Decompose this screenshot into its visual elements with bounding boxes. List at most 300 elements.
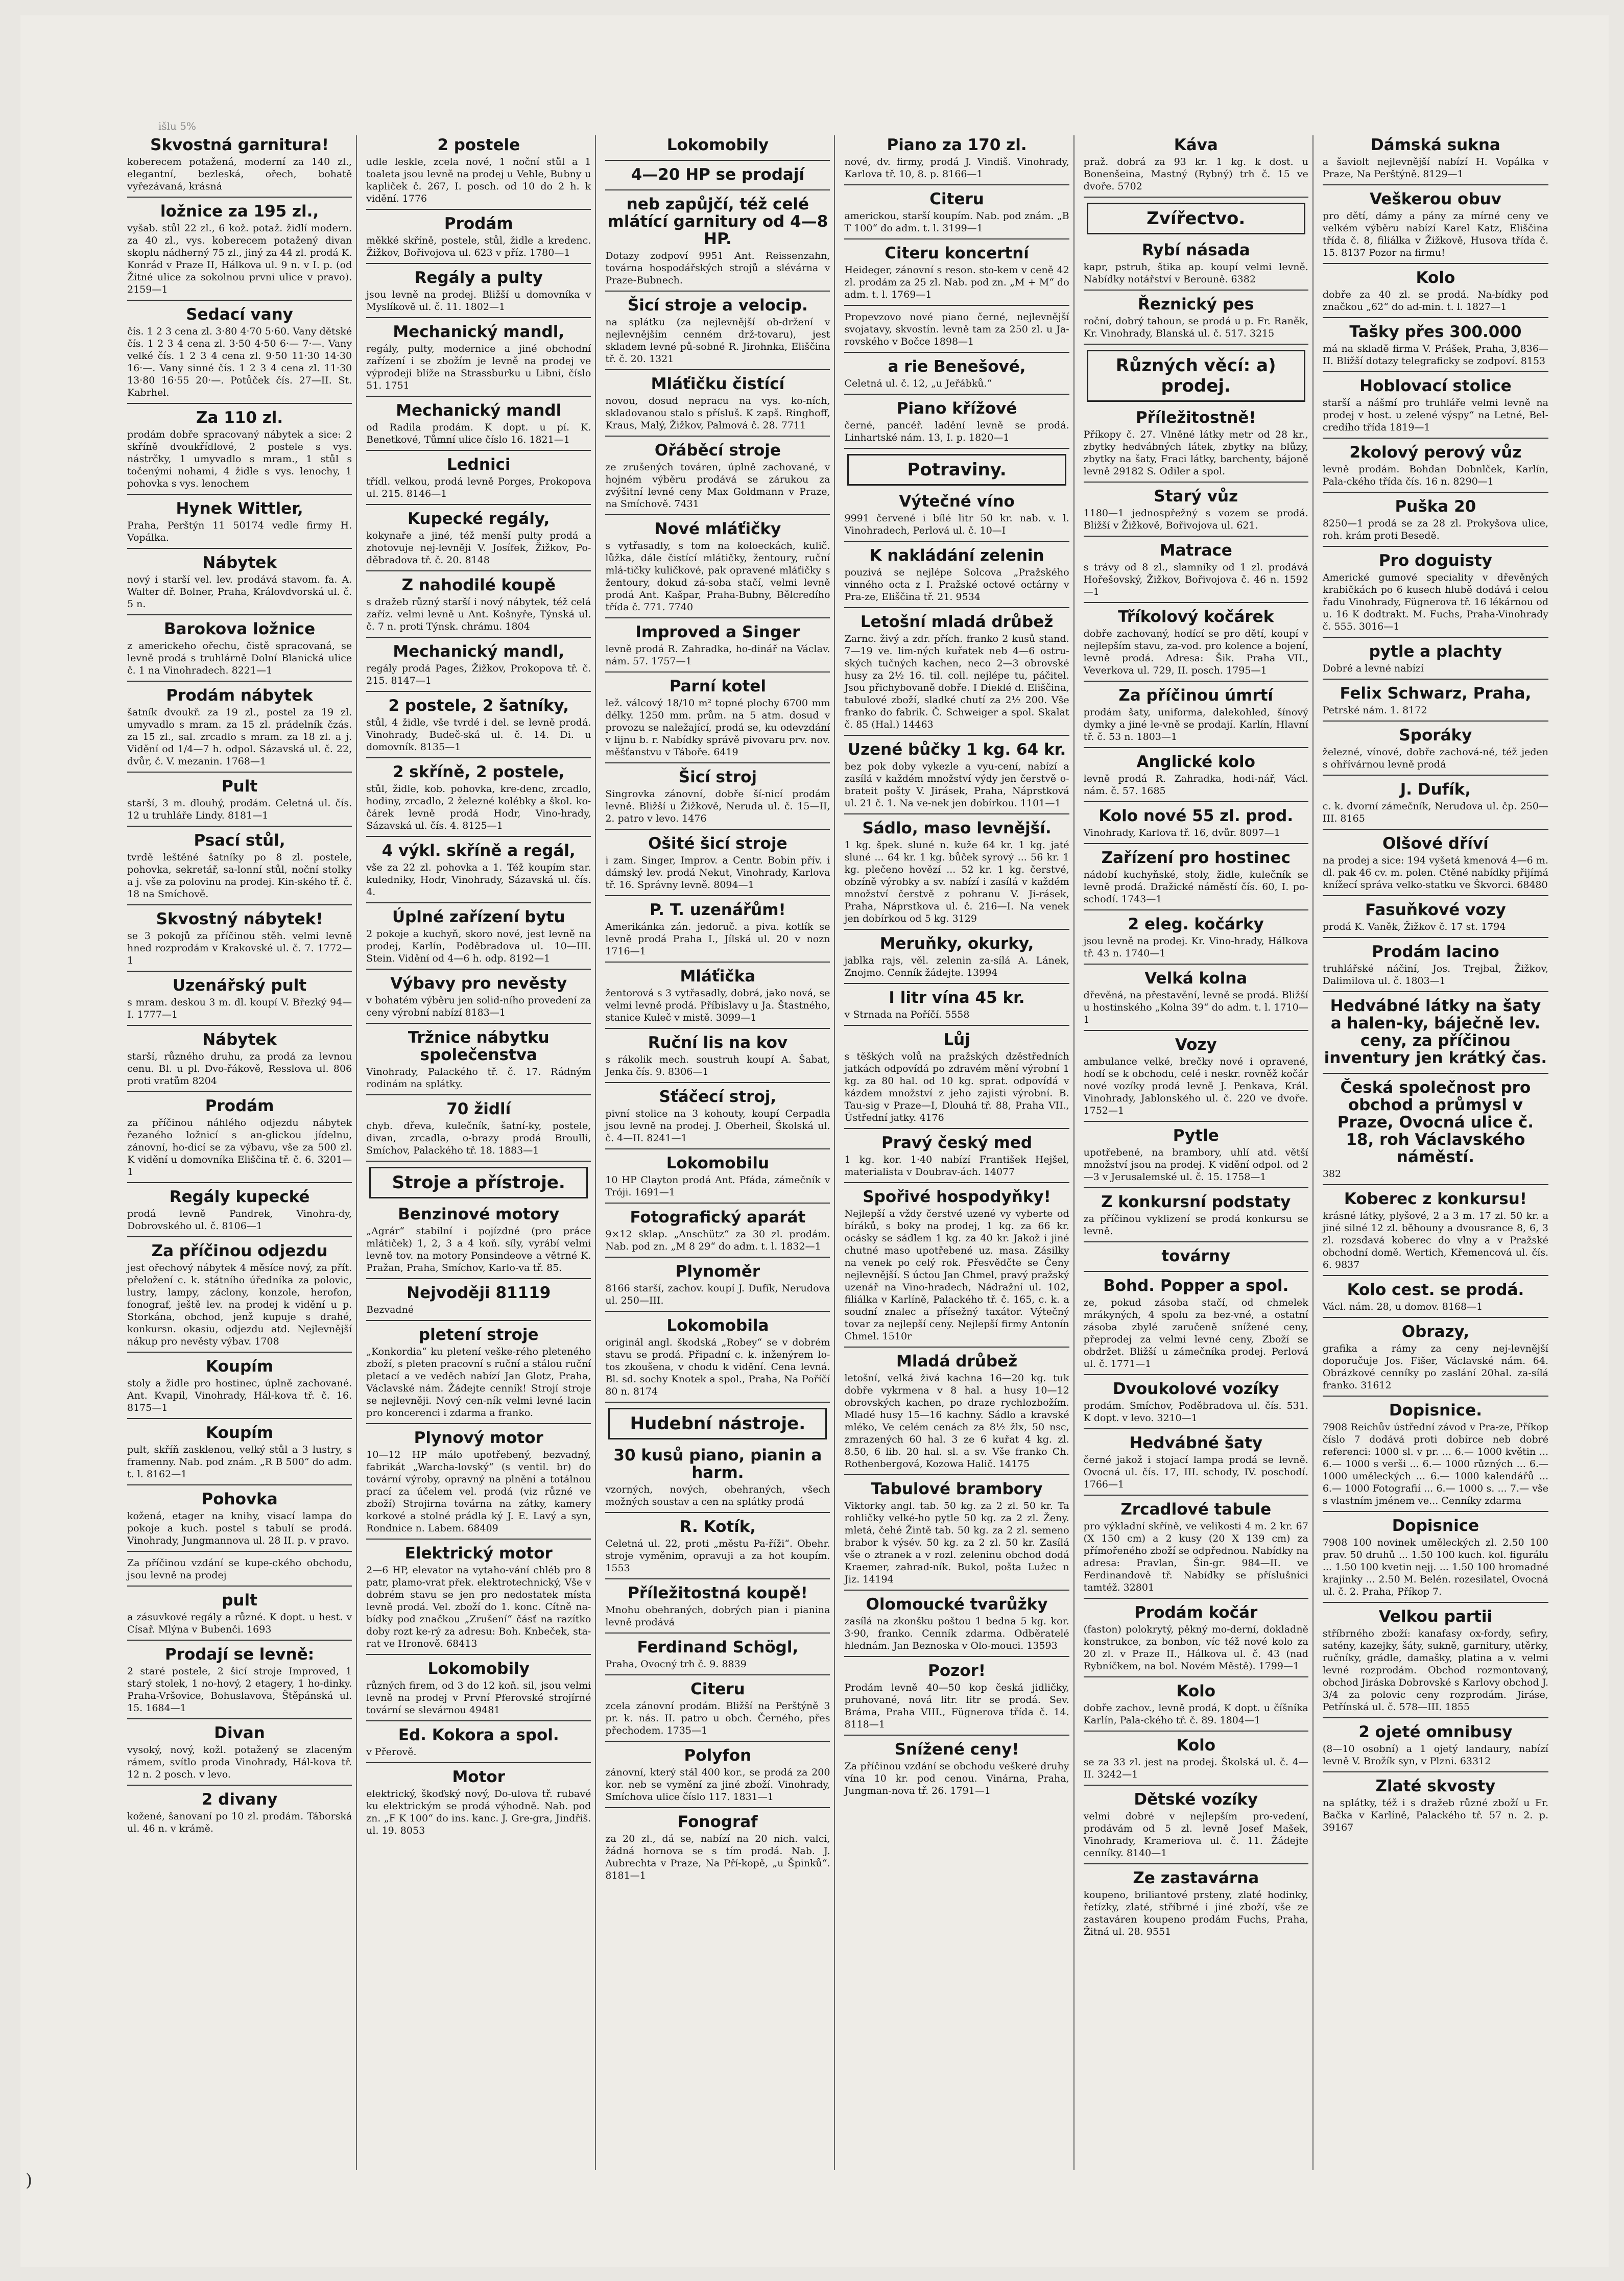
classified-ad	[127, 1791, 352, 1839]
classified-ad	[1084, 1737, 1308, 1786]
ad-headline: Nábytek	[202, 554, 277, 572]
classified-ad	[127, 500, 352, 549]
classified-ad	[1323, 1190, 1548, 1276]
ad-body: kokynaře a jiné, též menší pulty prodá a zhotovuje nej-levněji V. Josífek, Žižkov, Po-děbradova tř. č. 20. 8148	[366, 530, 591, 566]
ad-body: 8250—1 prodá se za 28 zl. Prokyšova ulice, roh. krám proti Besedě.	[1322, 518, 1548, 541]
ad-headline: Příležitostně!	[1135, 409, 1256, 427]
classified-ad	[1084, 296, 1308, 345]
ad-headline: Velkou partii	[1378, 1607, 1493, 1626]
ad-headline: Vozy	[1175, 1036, 1217, 1054]
ad-headline: Motor	[452, 1768, 506, 1786]
classified-ad	[1084, 1277, 1308, 1375]
classified-ad	[844, 400, 1069, 449]
ad-body: Příkopy č. 27. Vlněné látky metr od 28 kr., zbytky hedvábných látek, zbytky na blůzy, zbytky na šaty, Fraci látky, barchenty, bájoně levně 29182 S. Odiler a spol.	[1083, 429, 1308, 477]
ad-headline: Úplné zařízení bytu	[392, 908, 565, 926]
ad-headline: Sťáčecí stroj,	[659, 1088, 777, 1106]
ad-headline: Fotografický aparát	[630, 1208, 806, 1227]
ad-body: měkké skříně, postele, stůl, židle a kredenc. Žižkov, Bořivojova ul. 623 v příz. 1780—1	[366, 235, 591, 258]
classified-ad	[366, 1545, 591, 1655]
ad-body: 1 kg. kor. 1·40 nabízí František Hejšel, materialista v Doubrav-ách. 14077	[844, 1154, 1069, 1178]
ad-body: prodám šaty, uniforma, dalekohled, šínový dymky a jiné le-vně se prodají. Karlín, Hlavní tř. č. 53 n. 1803—1	[1083, 707, 1308, 742]
ad-body: a zásuvkové regály a různé. K dopt. u hest. v Císař. Mlýna v Bubenči. 1693	[127, 1612, 352, 1635]
ad-headline: Citeru	[690, 1680, 745, 1698]
classified-ad	[844, 1188, 1069, 1348]
ad-headline: Citeru	[929, 190, 984, 208]
classified-ad	[1323, 444, 1548, 493]
ad-body: Amerikánka zán. jedoruč. a piva. kotlík se levně prodá Praha I., Jílská ul. 20 v nozn 1716—1	[605, 921, 830, 957]
ad-body: Singrovka zánovní, dobře ší-nicí prodám levně. Bližší u Žižkově, Neruda ul. č. 15—II, 2. patro v levo. 1476	[605, 788, 830, 824]
ad-headline: Kupecké regály,	[408, 510, 550, 528]
ad-headline: Za příčinou odjezdu	[151, 1242, 328, 1260]
ad-body: dobře zachov., levně prodá, K dopt. u číšníka Karlín, Pala-ckého tř. č. 89. 1804—1	[1083, 1702, 1308, 1726]
classified-ad	[127, 1491, 352, 1552]
classified-ad	[844, 1596, 1069, 1657]
ad-body: elektrický, škoďský nový, Do-ulova tř. rubavé ku elektrickým se prodá výhodně. Nab. pod zn. „F K 100“ do ins. kanc. J. Gre-gra, Jindřiš. ul. 19. 8053	[366, 1788, 591, 1836]
ad-body: Vinohrady, Karlova tř. 16, dvůr. 8097—1	[1083, 827, 1280, 838]
classified-ad	[366, 1429, 591, 1540]
classified-ad	[366, 842, 591, 903]
classified-ad	[1084, 1380, 1308, 1429]
ad-body: a šaviolt nejlevnější nabízí H. Vopálka v Praze, Na Perštýně. 8129—1	[1322, 156, 1548, 180]
ad-headline: Zrcadlové tabule	[1120, 1500, 1272, 1519]
ad-headline: Hedvábné látky na šaty a halen-ky, báječně lev. ceny, za příčinou inventury jen krátký čas.	[1324, 997, 1547, 1067]
ad-body: vzorných, nových, obehraných, všech možných soustav a cen na splátky prodá	[605, 1484, 830, 1507]
ad-body: šatník dvoukř. za 19 zl., postel za 19 zl. umyvadlo s mram. za 15 zl. prádelník čzás. za 15 zl., sal. zrcadlo s mram. za 18 zl. a j. Vidění od 1/4—7 h. odpol. Sázavská ul. č. 22, dvůr, č. V. mezanin. 1768—1	[127, 707, 352, 767]
classified-ad	[127, 1242, 352, 1353]
section-heading: Potraviny.	[847, 454, 1066, 486]
ad-headline: Mláťičku čistící	[651, 375, 785, 393]
ad-body: Za příčinou vzdání se kupe-ckého obchodu, jsou levně na prodej	[127, 1557, 352, 1581]
ad-headline: Prodám kočár	[1134, 1603, 1258, 1622]
ad-body: levně prodá R. Zahradka, hodi-nář, Václ. nám. č. 57. 1685	[1083, 773, 1308, 797]
ad-body: letošní, velká živá kachna 16—20 kg. tuk dobře vykrmena v 8 hal. a husy 10—12 obrovských kachen, po draze rychlozbožím. Mladé husy 15—16 kachny. Sádlo a kravské mléko, Ve celém cenách za 8½ žlx, 50 nsc, zmrazených 60 hal. 3 ze 6 kuřat 4 kg. zl. 8.50, 6 lib. 20 hal. sl. a sv. Vše franko Ch. Rothenbergová, Kozowa Halič. 14175	[844, 1373, 1069, 1470]
ad-headline: Výbavy pro nevěsty	[390, 974, 567, 993]
ad-body: Prodám levně 40—50 kop česká jidličky, pruhované, nová litr. litr se prodá. Sev. Bráma, Praha VIII., Fügnerova třída č. 14. 8118—1	[844, 1682, 1069, 1730]
ad-body: pro výkladní skříně, ve velikosti 4 m. 2 kr. 67 (X 150 cm) a 2 kusy (20 X 139 cm) za přímořeného zboží se odpřednou. Nabídky na adresa: Pravlan, Šin-gr. 984—II. ve Ferdinandově tř. Nabídky se příslušníci tamtéž. 32801	[1083, 1521, 1308, 1593]
classified-ad	[1084, 542, 1308, 603]
classified-ad	[1323, 323, 1548, 372]
ad-body: ze, pokud zásoba stačí, od chmelek mrákyných, 4 spolu za bez-vné, a ostatní zásoba zbylé zaručeně snížené ceny, přeprodej za velmi levné ceny, Zboží se obdržet. Bližší u zámečníka prodej. Perlová ul. č. 1771—1	[1083, 1297, 1308, 1370]
ad-headline: Tržnice nábytku společenstva	[408, 1028, 550, 1064]
ad-body: Vinohrady, Palackého tř. č. 17. Rádným rodinám na splátky.	[366, 1066, 591, 1090]
ad-body: originál angl. škodská „Robey“ se v dobrém stavu se prodá. Připadní c. k. inženýrem lo-tos zkoušena, v chodu k vidění. Cena levná. Bl. sd. sochy Knotek a spol., Praha, Na Poříčí 80 n. 8174	[605, 1337, 830, 1397]
classified-ad	[605, 1747, 830, 1808]
ad-headline: 2 postele, 2 šatníky,	[388, 697, 569, 715]
ad-headline: Tabulové brambory	[871, 1480, 1043, 1498]
classified-ad	[366, 215, 591, 264]
ad-body: vysoký, nový, kožl. potažený se zlaceným rámem, svítlo proda Vinohrady, Hál-kova tř. 12 n. 2 posch. v levo.	[127, 1744, 352, 1780]
ad-headline: 2 eleg. kočárky	[1128, 915, 1264, 933]
ad-headline: Ferdinand Schögl,	[637, 1638, 799, 1656]
classified-ad	[1323, 136, 1548, 185]
section-heading: Stroje a přístroje.	[369, 1167, 588, 1198]
classified-ad	[366, 763, 591, 837]
ad-headline: Nejvoději 81119	[407, 1284, 551, 1302]
classified-ad	[844, 358, 1069, 395]
ad-headline: 2 postele	[437, 136, 520, 154]
ad-body: s vytřasadly, s tom na koloeckách, kulič. lůžka, dále čistící mlátičky, žentoury, ruční mlá-tičky kuličkové, pak opravené mláťičky s žentoury, dokud zá-soba stačí, velmi levně prodá Ant. Kašpar, Praha-Bubny, Bělcredího třída č. 771. 7740	[605, 540, 830, 613]
ad-body: Dotazy zodpoví 9951 Ant. Reissenzahn, továrna hospodářských strojů a slévárna v Praze-Bubnech.	[605, 250, 830, 286]
classified-ad	[1323, 1323, 1548, 1397]
classified-ad	[605, 901, 830, 963]
ad-headline: Lůj	[943, 1030, 970, 1049]
ad-body: udle leskle, zcela nové, 1 noční stůl a 1 toaleta jsou levně na prodej u Vehle, Bubny u kapliček č. 267, I. posch. od 10 do 2 h. k vidění. 1776	[366, 156, 591, 204]
ad-headline: Improved a Singer	[635, 623, 800, 641]
classified-ad	[605, 1447, 830, 1513]
ad-headline: Příležitostná koupě!	[628, 1584, 808, 1602]
ad-body: novou, dosud nepracu na vys. ko-ních, skladovanou stalo s přísluš. K zapš. Ringhoff, Kraus, Malý, Žižkov, Palmová č. 28. 7711	[605, 395, 830, 431]
ad-body: stříbrného zboží: kanafasy ox-fordy, sefiry, satény, kazejky, šáty, sukně, garnitury, utěrky, ručníky, grádle, damašky, platina a v. velmi levné rozprodám. Obchod rozmontovaný, obchod Jiráska Dobrovské s Karlovy obchod J. 3/4 za polovic ceny rozprodám. Jiráse, Petřínská ul. č. 578—III. 1855	[1322, 1628, 1548, 1713]
ad-headline: P. T. uzenářům!	[650, 901, 786, 919]
ad-headline: Pytle	[1173, 1126, 1219, 1145]
ad-body: levně prodá R. Zahradka, ho-dinář na Václav. nám. 57. 1757—1	[605, 643, 830, 667]
ad-body: vyšab. stůl 22 zl., 6 kož. potaž. židlí modern. za 40 zl., vys. koberecem potažený divan skoplu nádherný 75 zl., jiný za 44 zl. prodá K. Konrád v Praze II, Hálkova ul. 9 n. v I. p. (od Žitné ulice za sokolnou prvni ulice v pravo). 2159—1	[127, 223, 352, 295]
ad-headline: Dopisnice.	[1389, 1401, 1482, 1420]
classified-ad	[1323, 498, 1548, 547]
section-heading: Hudební nástroje.	[608, 1408, 827, 1439]
ad-headline: Plynoměr	[675, 1262, 760, 1281]
classified-ad	[127, 910, 352, 972]
ad-headline: Lokomobilu	[666, 1154, 770, 1172]
ad-headline: Koberec z konkursu!	[1344, 1190, 1527, 1208]
classified-ad	[605, 520, 830, 618]
classified-ad	[605, 1680, 830, 1742]
ad-body: americkou, starší koupím. Nab. pod znám. „B T 100“ do adm. t. l. 3199—1	[844, 210, 1069, 234]
classified-ad	[1323, 997, 1548, 1074]
section-heading: Různých věcí: a) prodej.	[1087, 350, 1305, 402]
classified-ad	[605, 196, 830, 292]
ad-headline: Velká kolna	[1144, 969, 1248, 988]
ad-body: jsou levně na prodej. Kr. Vino-hrady, Hálkova tř. 43 n. 1740—1	[1083, 935, 1308, 959]
ad-body: „Konkordia“ ku pletení veške-rého pleteného zboží, s pleten pracovní s ruční a stálou ruční pletací a ve veděch nabízí Jan Glotz, Praha, Václavské nám. Žádejte cenník! Strojí stroje se nejlevněji. Nový cen-ník velmi levné lacin pro koncerenci i zdarma a franko.	[366, 1346, 591, 1419]
ad-body: Bezvadné	[366, 1304, 414, 1315]
ad-body: Zarnc. živý a zdr. přích. franko 2 kusů stand. 7—19 ve. lim-ných kuřatek neb 4—6 ostru-ských tučných kachen, neco 2—3 obrovské husy za 2½ 16. til. coll. nejlépe tu, páčitel. Jsou přichybovaně dobře. I Dieklé d. Eliščina, tabulové zboží, sladké chutí za 2½ 200. Vše franko do fabrik. Č. Schweiger a spol. Skalat č. 85 (Hal.) 14463	[844, 633, 1069, 730]
classified-ad	[1323, 1402, 1548, 1512]
classified-ad	[605, 1813, 830, 1886]
ad-headline: Sádlo, maso levnější.	[862, 819, 1052, 837]
ad-body: za 20 zl., dá se, nabízí na 20 nich. valci, žádná hornova se s tím prodá. Nab. J. Aubrechta v Praze, Na Pří-kopě, „u Špinků“. 8181—1	[605, 1833, 830, 1881]
ad-body: upotřebené, na brambory, uhlí atd. větší množství jsou na prodej. K vidění odpol. od 2—3 v Jerusalemské ul. č. 15. 1758—1	[1083, 1147, 1308, 1183]
column-1	[125, 135, 357, 2170]
ad-headline: Skvostná garnitura!	[150, 136, 329, 154]
ad-body: Za příčinou vzdání se obchodu veškeré druhy vína 10 kr. pod cenou. Vinárna, Praha, Jungman-nova tř. 26. 1791—1	[844, 1761, 1069, 1796]
classified-ad	[844, 1031, 1069, 1129]
ad-headline: Uzené bůčky 1 kg. 64 kr.	[847, 740, 1066, 759]
ad-body: v Strnada na Poříčí. 5558	[844, 1009, 970, 1020]
ad-body: stoly a židle pro hostinec, úplně zachované. Ant. Kvapil, Vinohrady, Hál-kova tř. č. 16. 8175—1	[127, 1378, 352, 1413]
classified-ad	[127, 977, 352, 1026]
ad-headline: Z nahodilé koupě	[401, 576, 556, 594]
ad-body: 1 kg. špek. sluné n. kuže 64 kr. 1 kg. jaté sluné ... 64 kr. 1 kg. bůček syrový ... 56 kr. 1 kg. plečeno hovězí ... 52 kr. 1 kg. čerstvé, obzíně výrobky a sv. nabízí i zasílá v každém množství čerstvě z pohranu V. Ji-rásek, Praha, Náprstkova ul. č. 216—I. Na venek jen dobírkou od 5 kg. 3129	[844, 839, 1069, 924]
ad-body: krásné látky, plyšové, 2 a 3 m. 17 zl. 50 kr. a jiné silné 12 zl. běhouny a dvousrance 8, 6, 3 zl. rozsdavá koberec do vlny a v Pražské obchodní domě. Wertich, Křemencová ul. čís. 6. 9837	[1322, 1210, 1548, 1270]
classified-ad	[844, 136, 1069, 185]
ad-headline: Snížené ceny!	[894, 1740, 1019, 1759]
ad-headline: Anglické kolo	[1136, 753, 1255, 771]
ad-headline: Mechanický mandl,	[393, 323, 565, 341]
ad-headline: Skvostný nábytek!	[156, 910, 323, 928]
ad-body: železné, vínové, dobře zachová-né, též jeden s ohřívárnou levně prodá	[1322, 747, 1548, 770]
ad-headline: pletení stroje	[418, 1326, 539, 1344]
ad-headline: Letošní mladá drůbež	[860, 613, 1054, 631]
classified-ad	[844, 1662, 1069, 1736]
classified-ad	[605, 1317, 830, 1403]
classified-ad	[366, 1029, 591, 1095]
ad-headline: Dvoukolové vozíky	[1113, 1380, 1279, 1398]
classified-ad	[844, 1353, 1069, 1475]
classified-ad	[1323, 643, 1548, 680]
classified-columns	[125, 135, 1553, 2170]
ad-headline: Za 110 zl.	[196, 409, 283, 427]
ad-headline: Citeru koncertní	[885, 244, 1029, 262]
ad-headline: Dopisnice	[1392, 1517, 1479, 1535]
ad-body: kožená, etager na knihy, visací lampa do pokoje a kuch. postel s tabulí se prodá. Vinohrady, Jungmannova ul. 28 II. p. v pravo.	[127, 1510, 352, 1546]
classified-ad	[1323, 943, 1548, 992]
classified-ad	[1323, 1281, 1548, 1318]
ad-body: černé, pancéř. ladění levně se prodá. Linhartské nám. 13, I. p. 1820—1	[844, 420, 1069, 443]
ad-headline: Dámská sukna	[1370, 136, 1500, 154]
ad-headline: J. Dufík,	[1400, 780, 1471, 799]
ad-body: s těškých volů na pražských dzěstředních jatkách odpovídá po zdravém mění výrobní 1 kg. za 80 hal. od 10 kg. sprat. odpovídá v kázdem množství z jeho zajisti výrobní. B. Tau-sig v Praze—I, Dlouhá tř. 88, Praha VII., Ústřední jatky. 4176	[844, 1051, 1069, 1123]
classified-ad	[127, 409, 352, 495]
ad-body: kožené, šanovaní po 10 zl. prodám. Táborská ul. 46 n. v krámě.	[127, 1811, 352, 1834]
ad-headline: Pult	[221, 777, 258, 796]
classified-ad	[366, 975, 591, 1024]
classified-ad	[127, 554, 352, 615]
ad-headline: Šicí stroje a velocip.	[627, 296, 808, 315]
classified-ad	[605, 1263, 830, 1312]
ad-body: Heideger, zánovní s reson. sto-kem v ceně 42 zl. prodám za 25 zl. Nab. pod zn. „M + M“ do adm. t. l. 1769—1	[844, 265, 1069, 300]
ad-body: s rákolik mech. soustruh koupí A. Šabat, Jenka čís. 9. 8306—1	[605, 1054, 830, 1077]
ad-body: pro dětí, dámy a pány za mírné ceny ve velkém výběru nabízí Karel Katz, Eliščina třída č. 8, filiálka v Žižkově, Husova třída č. 15. 8137 Pozor na firmu!	[1322, 210, 1548, 258]
classified-ad	[844, 1480, 1069, 1591]
classified-ad	[1084, 136, 1308, 198]
ad-body: 9×12 sklap. „Anschütz“ za 30 zl. prodám. Nab. pod zn. „M 8 29“ do adm. t. l. 1832—1	[605, 1229, 830, 1252]
classified-ad	[127, 687, 352, 773]
ad-headline: Felix Schwarz, Praha,	[1340, 684, 1532, 703]
ad-body: prodá levně Pandrek, Vinohra-dy, Dobrovského ul. č. 8106—1	[127, 1208, 352, 1232]
ad-body: se za 33 zl. jest na prodej. Školská ul. č. 4—II. 3242—1	[1083, 1757, 1308, 1780]
ad-headline: továrny	[1161, 1247, 1231, 1265]
ad-body: čís. 1 2 3 cena zl. 3·80 4·70 5·60. Vany dětské čís. 1 2 3 4 cena zl. 3·50 4·50 6·— 7·—. Vany velké čís. 1 2 3 4 cena zl. 9·50 11·30 14·30 16·—. Vany sinné čís. 1 2 3 4 cena zl. 11·30 13·80 16·55 20·—. Potůček čís. 27—II. St. Kabrhel.	[127, 326, 352, 398]
classified-ad	[605, 968, 830, 1029]
ad-body: Nejlepší a vždy čerstvé uzené vy vyberte od bíráků, s boky na prodej, 1 kg. za 66 kr. ocásky se sádlem 1 kg. za 40 kr. Jakož i jiné chutné maso upotřebené uz. masa. Zásilky na venek po celý rok. Přesvědčte se Čeny nejlevnější. S úctou Jan Chmel, pravý pražský uzenář na Vino-hradech, Nádražní ul. 102, filiálka v Karlíně, Palackého tř. č. 165, c. k. a soudní znalec a přísežný taxátor. Výtečný tovar za nejlepší ceny. Nejlepší firmy Antonín Chmel. 1510r	[844, 1208, 1069, 1342]
ad-body: Propevzovo nové piano černé, nejlevnější svojatavy, skvostín. levně tam za 250 zl. u Ja-rovského v Bočce 1898—1	[844, 311, 1069, 347]
classified-ad	[366, 1726, 591, 1763]
ad-headline: 2 skříně, 2 postele,	[392, 763, 565, 781]
ad-headline: Fasuňkové vozy	[1365, 901, 1506, 919]
ad-headline: Z konkursní podstaty	[1101, 1193, 1291, 1211]
ad-body: 8166 starší, zachov. koupí J. Dufík, Nerudova ul. 250—III.	[605, 1283, 830, 1306]
ad-body: dřevěná, na přestavění, levně se prodá. Bližší u hostinského „Kolna 39“ do adm. t. l. 1710—1	[1083, 990, 1308, 1025]
ad-body: na prodej a sice: 194 vyšetá kmenová 4—6 m. dl. pak 46 cv. m. polen. Ctěné nabídky přijímá knížecí správa velko-statku ve Škvorci. 68480	[1322, 855, 1548, 891]
classified-ad	[127, 1592, 352, 1641]
ad-body: velmi dobré v nejlepším pro-vedení, prodávám od 5 zl. levně Josef Mašek, Vinohrady, Krameriova ul. č. 11. Žádejte cenníky. 8140—1	[1083, 1811, 1308, 1859]
classified-ad	[366, 1206, 591, 1279]
ad-headline: Česká společnost pro obchod a průmysl v Praze, Ovocná ulice č. 18, roh Václavského náměstí.	[1337, 1078, 1534, 1166]
classified-ad	[844, 613, 1069, 736]
ad-body: s mram. deskou 3 m. dl. koupí V. Březký 94—I. 1777—1	[127, 997, 352, 1020]
ad-headline: Prodám	[444, 214, 513, 233]
ad-body: 2—6 HP, elevator na vytaho-vání chléb pro 8 patr, plamo-vrat přek. elektrotechnický, Vše v dobrém stavu se jen pro nedostatek místa levně prodá. Vel. zboží do 1. konc. Cítně na-bídky pod značkou „Zrušení“ čásť na razítko doby rozt ke-rý za adresu: Boh. Knbeček, sta-rat ve Hronově. 68413	[366, 1565, 591, 1649]
ad-headline: Parní kotel	[669, 677, 766, 695]
classified-ad	[844, 245, 1069, 306]
classified-ad	[366, 510, 591, 571]
ad-headline: 4—20 HP se prodají	[631, 165, 805, 184]
ad-headline: I litr vína 45 kr.	[889, 989, 1025, 1007]
classified-ad	[127, 1557, 352, 1587]
ad-body: zánovní, který stál 400 kor., se prodá za 200 kor. neb se vymění za jiné zboží. Vinohrady, Smíchova ulice číslo 117. 1831—1	[605, 1767, 830, 1803]
classified-ad	[1084, 970, 1308, 1031]
ad-headline: Zlaté skvosty	[1375, 1777, 1496, 1795]
ad-headline: Lokomobily	[427, 1660, 530, 1678]
ad-body: za příčinou vyklizení se prodá konkursu se levně.	[1083, 1213, 1308, 1237]
column-3	[603, 135, 835, 2170]
ad-headline: Olomoucké tvarůžky	[866, 1595, 1048, 1614]
ad-headline: Olšové dříví	[1382, 834, 1489, 853]
ad-headline: Lednici	[446, 455, 511, 474]
ad-body: Celetná ul. č. 12, „u Jeřábků.“	[844, 378, 992, 389]
classified-ad	[1323, 552, 1548, 638]
ad-headline: Benzinové motory	[398, 1205, 560, 1223]
ad-headline: Šicí stroj	[678, 768, 757, 786]
classified-ad	[1323, 1517, 1548, 1603]
ad-headline: Uzenářský pult	[172, 976, 307, 995]
ad-headline: Káva	[1174, 136, 1218, 154]
classified-ad	[1084, 1127, 1308, 1188]
ad-headline: ložnice za 195 zl.,	[160, 202, 319, 221]
classified-ad	[1323, 1723, 1548, 1772]
ad-headline: 4 výkl. skříně a regál,	[381, 842, 576, 860]
ad-headline: Rybí násada	[1141, 241, 1250, 259]
ad-body: 2 pokoje a kuchyň, skoro nové, jest levně na prodej, Karlín, Poděbradova ul. 10—III. Stein. Vidění od 4—6 h. odp. 8192—1	[366, 928, 591, 964]
ad-body: (8—10 osobní) a 1 ojetý landaury, nabízí levně V. Brožík syn, v Plzni. 63312	[1322, 1743, 1548, 1767]
classified-ad	[1323, 685, 1548, 722]
ad-body: chyb. dřeva, kulečník, šatní-ky, postele, divan, zrcadla, o-brazy prodá Broulli, Smíchov, Palackého tř. 18. 1883—1	[366, 1120, 591, 1156]
ad-body: vše za 22 zl. pohovka a 1. Též koupím star. kuledniky, Hodr, Vinohrady, Sázavská ul. čís. 4.	[366, 862, 591, 898]
ad-headline: Kolo	[1176, 1682, 1216, 1700]
ad-headline: Kolo	[1416, 269, 1455, 287]
classified-ad	[844, 547, 1069, 608]
ad-headline: Obrazy,	[1401, 1323, 1470, 1341]
classified-ad	[605, 1584, 830, 1634]
section-heading: Zvířectvo.	[1087, 203, 1305, 234]
classified-ad	[605, 166, 830, 190]
ad-body: černé jakož i stojací lampa prodá se levně. Ovocná ul. čís. 17, III. schody, IV. poschodí. 1766—1	[1083, 1454, 1308, 1490]
classified-ad	[844, 190, 1069, 239]
ad-headline: Polyfon	[684, 1746, 752, 1765]
ad-headline: K nakládání zelenin	[869, 546, 1044, 565]
ad-body: dobře za 40 zl. se prodá. Na-bídky pod značkou „62“ do ad-min. t. l. 1827—1	[1322, 289, 1548, 313]
classified-ad	[844, 989, 1069, 1026]
ad-body: lež. válcový 18/10 m² topné plochy 6700 mm délky. 1250 mm. prům. na 5 atm. dosud v provozu se naležající, prodá se, ku odevzdání v lijnu b. r. Nabídky správě pivovaru prv. nov. měšťanstvu v Táboře. 6419	[605, 698, 830, 758]
ad-headline: Pohovka	[201, 1490, 278, 1508]
ad-body: regály, pulty, modernice a jiné obchodní zařízení i se zbožím je levně na prodej ve výprodeji blíže na Strassburku u Libni, číslo 51. 1751	[366, 343, 591, 391]
ad-body: Petrské nám. 1. 8172	[1322, 705, 1427, 716]
ad-headline: Veškerou obuv	[1370, 190, 1501, 208]
ad-body: zcela zánovní prodám. Bližší na Perštýně 3 pr. k. nás. II. patro u obch. Černého, přes přechodem. 1735—1	[605, 1700, 830, 1736]
ad-headline: Za příčinou úmrtí	[1118, 686, 1274, 705]
ad-headline: Prodají se levně:	[165, 1645, 315, 1664]
ad-headline: 70 židlí	[446, 1100, 511, 1118]
classified-ad	[366, 1100, 591, 1162]
ad-body: v bohatém výběru jen solid-ního provedení za ceny výrobní nabízí 8183—1	[366, 995, 591, 1018]
ad-body: od Radila prodám. K dopt. u pí. K. Benetkové, Tůmní ulice číslo 16. 1821—1	[366, 422, 591, 445]
classified-ad	[1084, 242, 1308, 291]
ad-headline: Kolo cest. se prodá.	[1347, 1281, 1524, 1299]
ad-headline: Starý vůz	[1154, 487, 1238, 506]
ad-body: kapr, pstruh, štika ap. koupí velmi levně. Nabídky notářství v Berouně. 6382	[1083, 261, 1308, 285]
classified-ad	[366, 1326, 591, 1424]
ad-headline: R. Kotík,	[679, 1518, 756, 1536]
classified-ad	[1323, 377, 1548, 439]
classified-ad	[1084, 409, 1308, 483]
ad-headline: Hedvábné šaty	[1129, 1434, 1263, 1452]
classified-ad	[1084, 1869, 1308, 1942]
ad-body: 7908 100 novinek uměleckých zl. 2.50 100 prav. 50 druhů ... 1.50 100 kuch. kol. figurálu ... 1.50 100 kvetin nejj. ... 1.50 100 hromadné krajinky ... 2.50 M. Belén. rozesilatel, Ovocná ul. č. 2. Praha, Příkop 7.	[1322, 1537, 1548, 1597]
classified-ad	[1323, 727, 1548, 776]
ad-headline: Kolo nové 55 zl. prod.	[1098, 807, 1294, 825]
ad-body: Praha, Perštýn 11 50174 vedle firmy H. Vopálka.	[127, 520, 352, 543]
ad-body: jest ořechový nábytek 4 měsíce nový, za přít. přeložení c. k. státního úředníka za polovic, lustry, lampy, záclony, konzole, herofon, fonograf, ještě lev. na prodej k vidění u p. Storkána, obchod, jenž kupuje s drahé, konkursn. okasiu, odjezdu atd. Nejlevnější nákup pro nevěsty výbav. 1708	[127, 1262, 352, 1347]
column-5	[1082, 135, 1313, 2170]
ad-body: pivní stolice na 3 kohouty, koupí Cerpadla jsou levně na prodej. J. Oberheil, Školská ul. č. 4—II. 8241—1	[605, 1108, 830, 1144]
ad-body: ambulance velké, brečky nové i opravené, hodí se k obchodu, celé i neskr. rovněž kočár nové vozíky prodá levně J. Penkava, Král. Vinohrady, Jablonského ul. č. 220 ve dvoře. 1752—1	[1083, 1056, 1308, 1116]
classified-ad	[1323, 901, 1548, 938]
classified-ad	[1084, 608, 1308, 682]
classified-ad	[1084, 1434, 1308, 1496]
classified-ad	[127, 1358, 352, 1419]
classified-ad	[1323, 190, 1548, 264]
ad-headline: Hynek Wittler,	[176, 499, 303, 518]
ad-body: truhlářské náčiní, Jos. Trejbal, Žižkov, Dalimilova ul. č. 1803—1	[1322, 963, 1548, 987]
ad-body: prodám. Smíchov, Poděbradova ul. čís. 531. K dopt. v levo. 3210—1	[1083, 1400, 1308, 1424]
ad-body: 7908 Reichův ústřední závod v Pra-ze, Příkop číslo 7 dodává proti dobírce neb dobré referenci: 1000 sl. v pr. ... 6.— 1000 květin ... 6.— 1000 s verši ... 6.— 1000 různých ... 6.— 1000 uměleckých ... 6.— 1000 kalendářů ... 6.— 1000 Fotografií ... 6.— 1000 s. ... 7.— vše s vlastním jménem ve... Cenníky zdarma	[1322, 1422, 1548, 1506]
classified-ad	[366, 643, 591, 692]
ad-body: třídl. velkou, prodá levně Porges, Prokopova ul. 215. 8146—1	[366, 476, 591, 499]
ad-headline: Ruční lis na kov	[648, 1034, 788, 1052]
ad-body: prodám dobře spracovaný nábytek a sice: 2 skříně dvoukřídlové, 2 postele s vys. nástrčky, 1 umyvadlo s mram., 1 stůl s točenými nohami, 4 židle s vys. lenochy, 1 pohovka s vys. lenochem	[127, 429, 352, 489]
classified-ad	[844, 820, 1069, 930]
classified-ad	[1323, 1608, 1548, 1718]
ad-body: Praha, Ovocný trh č. 9. 8839	[605, 1659, 747, 1670]
newspaper-page	[20, 15, 1609, 2267]
ad-body: grafika a rámy za ceny nej-levnější doporučuje Jos. Fišer, Václavské nám. 64. Obrázkové cenníky po zaslání 20hal. za-sílá franko. 31612	[1322, 1343, 1548, 1391]
classified-ad	[127, 306, 352, 404]
bottom-left-mark: )	[26, 2170, 33, 2191]
ad-body: Václ. nám. 28, u domov. 8168—1	[1322, 1301, 1483, 1312]
classified-ad	[1323, 835, 1548, 896]
classified-ad	[366, 456, 591, 505]
ad-body: 2 staré postele, 2 šicí stroje Improved, 1 starý stolek, 1 no-hový, 2 etagery, 1 ho-dinky. Praha-Vršovice, Bohuslavova, Štěpánská ul. 15. 1684—1	[127, 1666, 352, 1714]
ad-body: různých firem, od 3 do 12 koň. sil, jsou velmi levně na prodej v První Pferovské strojírné tovární se slevárnou 49481	[366, 1680, 591, 1716]
ad-headline: Prodám	[205, 1097, 274, 1115]
classified-ad	[1084, 687, 1308, 748]
classified-ad	[366, 402, 591, 451]
ad-body: pouzivá se nejlépe Solcova „Pražského vinného octa z I. Pražské octové octárny v Pra-ze, Eliščina tř. 21. 9534	[844, 567, 1069, 603]
ad-body: prodá K. Vaněk, Žižkov č. 17 st. 1794	[1322, 921, 1506, 932]
classified-ad	[366, 1284, 591, 1321]
top-left-scrap: išlu 5%	[158, 120, 197, 132]
classified-ad	[844, 1741, 1069, 1801]
ad-body: praž. dobrá za 93 kr. 1 kg. k dost. u Bonenšeina, Mastný (Rybný) trh č. 15 ve dvoře. 5702	[1083, 156, 1308, 192]
ad-body: regály prodá Pages, Žižkov, Prokopova tř. č. 215. 8147—1	[366, 663, 591, 686]
classified-ad	[605, 442, 830, 515]
ad-headline: Meruňky, okurky,	[879, 934, 1034, 953]
ad-body: tvrdě leštěné šatníky po 8 zl. postele, pohovka, sekretář, sa-lonní stůl, noční stolky a j. vše za polovinu na prodej. Kin-ského tř. č. 18 na Smíchově.	[127, 852, 352, 900]
ad-body: Dobré a levné nabízí	[1322, 663, 1424, 674]
ad-headline: Barokova ložnice	[163, 620, 316, 638]
classified-ad	[127, 136, 352, 198]
